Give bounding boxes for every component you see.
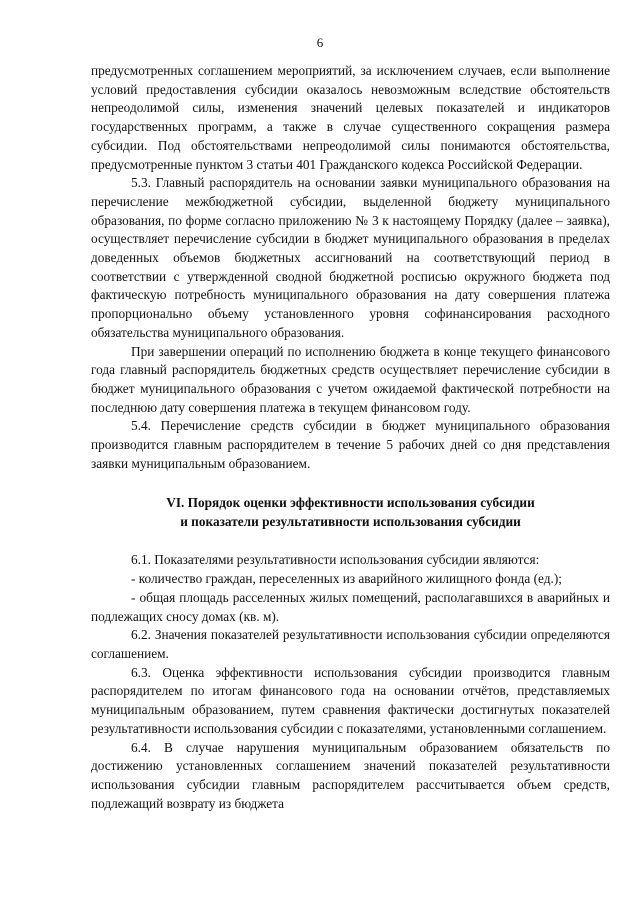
section-heading — [91, 493, 610, 531]
section-heading-line-2: и показатели результативности использования субсидии — [180, 514, 521, 530]
list-item-citizens-count: - количество граждан, переселенных из аварийного жилищного фонда (ед.); — [131, 571, 562, 587]
paragraph-6-3: 6.3. Оценка эффективности использования субсидии производится главным распорядителем по итогам финансового года на основании отчётов, представляемых муниципальным образованием, путем сравнения фактически достигнутых показателей результативности использования субсидии с показателями, установленными соглашением. — [91, 664, 610, 736]
paragraph-year-end-transfer: При завершении операций по исполнению бюджета в конце текущего финансового года главный распорядитель бюджетных средств осуществляет перечисление субсидии в бюджет муниципального образования с учетом ожидаемой фактической потребности на последнюю дату совершения платежа в текущем финансовом году. — [91, 343, 610, 415]
paragraph-6-1: 6.1. Показателями результативности использования субсидии являются: — [131, 552, 540, 568]
paragraph-6-2: 6.2. Значения показателей результативности использования субсидии определяются соглашением. — [91, 627, 610, 661]
document-body — [91, 62, 610, 813]
paragraph-6-4: 6.4. В случае нарушения муниципальным образованием обязательств по достижению установленных соглашением значений показателей результативности использования субсидии главным распорядителем рассчитывается объем средств, подлежащий возврату из бюджета — [91, 739, 610, 811]
paragraph-5-3: 5.3. Главный распорядитель на основании заявки муниципального образования на перечисление межбюджетной субсидии, выделенной бюджету муниципального образования, по форме согласно приложению № 3 к настоящему Порядку (далее – заявка), осуществляет перечисление субсидии в бюджет муниципального образования в пределах доведенных объемов бюджетных ассигнований на соответствующий период в соответствии с утвержденной сводной бюджетной росписью окружного бюджета под фактическую потребность муниципального образования на дату совершения платежа пропорционально объему установленного уровня софинансирования расходного обязательства муниципального образования. — [91, 175, 610, 340]
section-heading-line-1: VI. Порядок оценки эффективности использования субсидии — [166, 495, 535, 511]
list-item-total-area: - общая площадь расселенных жилых помещений, располагавшихся в аварийных и подлежащих сносу домах (кв. м). — [91, 589, 610, 624]
page-number: 6 — [316, 35, 324, 50]
paragraph-continuation: предусмотренных соглашением мероприятий, за исключением случаев, если выполнение условий предоставления субсидии оказалось невозможным вследствие обстоятельств непреодолимой силы, изменения значений целевых показателей и индикаторов государственных программ, а также в случае существенного сокращения размера субсидии. Под обстоятельствами непреодолимой силы понимаются обстоятельства, предусмотренные пунктом 3 статьи 401 Гражданского кодекса Российской Федерации. — [91, 63, 610, 172]
paragraph-5-4: 5.4. Перечисление средств субсидии в бюджет муниципального образования производится главным распорядителем в течение 5 рабочих дней со дня представления заявки муниципальным образованием. — [91, 418, 610, 471]
